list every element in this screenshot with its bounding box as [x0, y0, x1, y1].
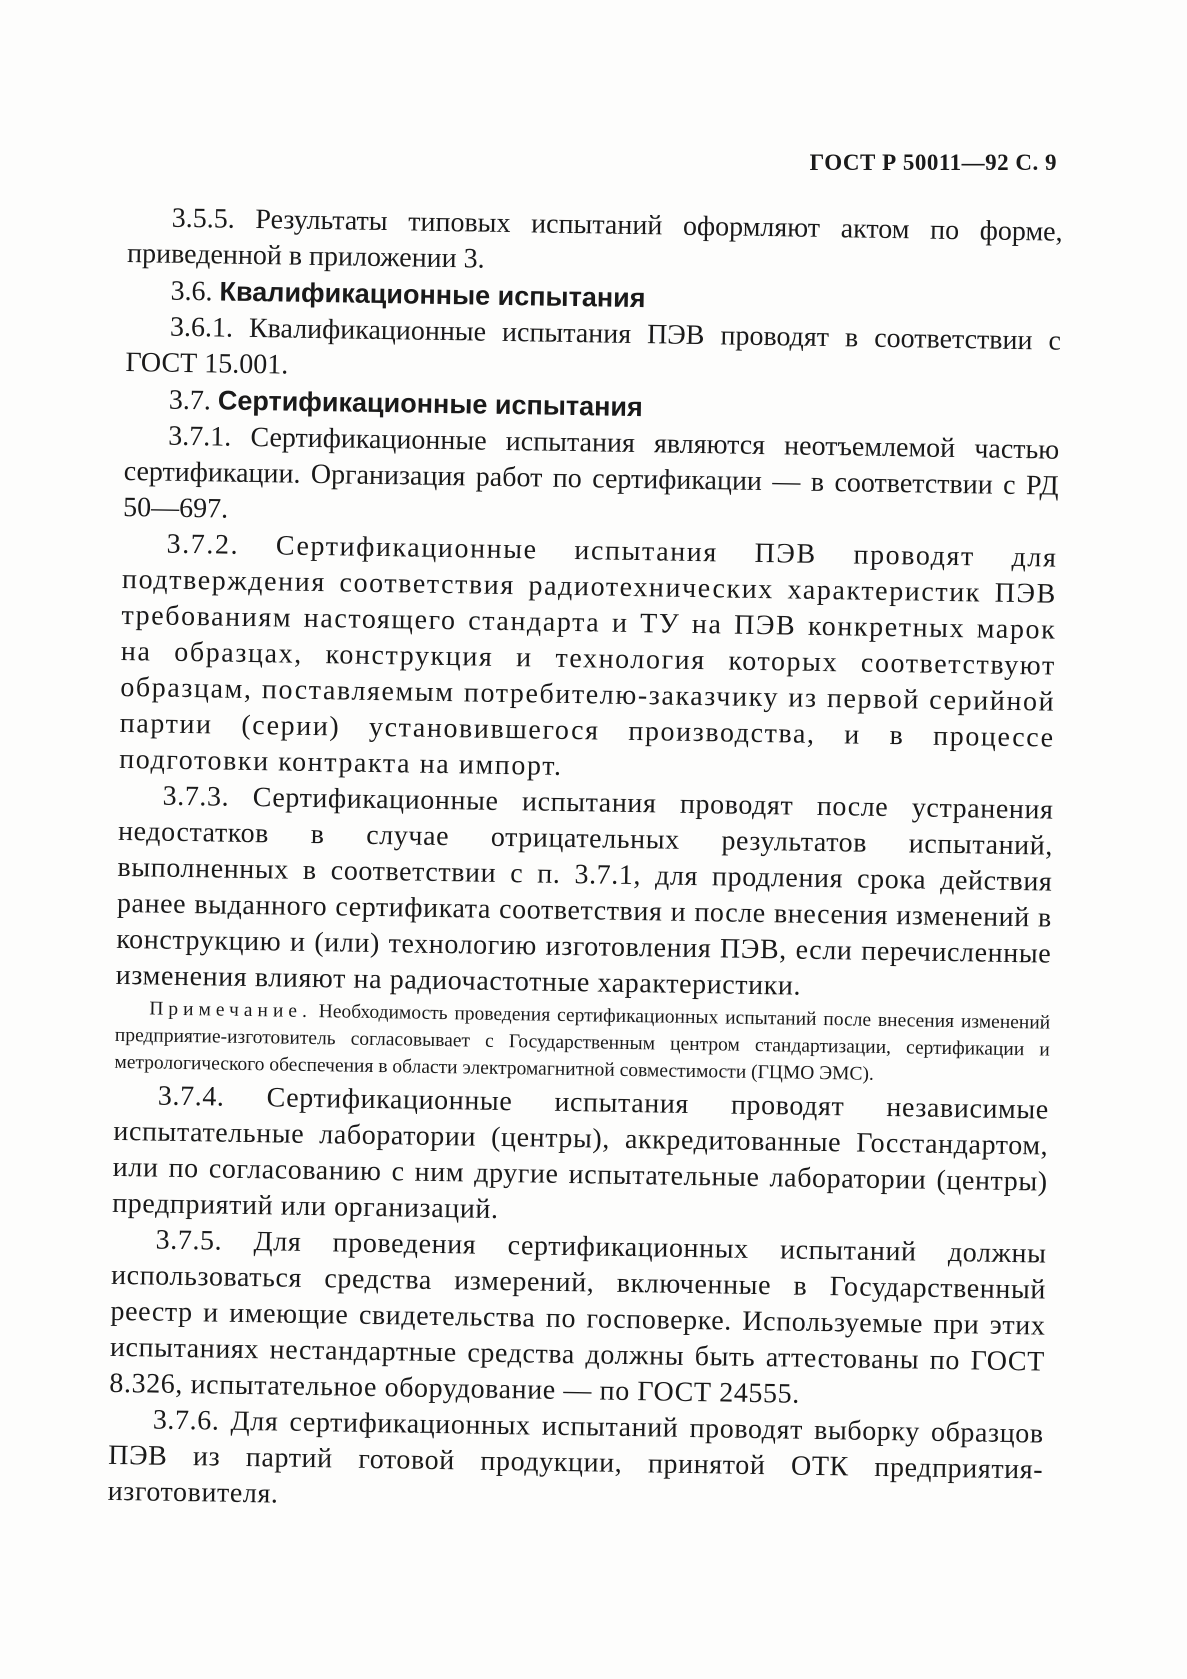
section-title: Сертификационные испытания: [217, 385, 644, 423]
paragraph-3-5-5: 3.5.5. Результаты типовых испытаний оформляют актом по форме, приведенной в приложении 3.: [126, 202, 1063, 275]
paragraph-3-7-3: 3.7.3. Сертификационные испытания проводят после устранения недостатков в случае отрицательных результатов испытаний, выполненных в соответствии с п. 3.7.1, для продления срока действия ранее выданного сертификата соответствия и после внесения изменений в конструкцию и (или) технологию изготовления ПЭВ, если перечисленные изменения влияют на радиочастотные характеристики.: [115, 780, 1054, 1002]
paragraph-3-6-1: 3.6.1. Квалификационные испытания ПЭВ проводят в соответствии с ГОСТ 15.001.: [125, 311, 1062, 381]
section-number: 3.7.: [168, 384, 212, 417]
paragraph-3-7-4: 3.7.4. Сертификационные испытания проводят независимые испытательные лаборатории (центры), аккредитованные Госстандартом, или по согласованию с ним другие испытательные лаборатории (центры) предприятий или организаций.: [111, 1080, 1050, 1225]
section-title: Квалификационные испытания: [219, 276, 646, 314]
note: [114, 995, 1050, 1091]
section-number: 3.6.: [170, 275, 213, 308]
paragraph-3-7-1: 3.7.1. Сертификационные испытания являются неотъемлемой частью сертификации. Организация работ по сертификации — в соответствии с РД 50—697.: [122, 420, 1060, 525]
paragraph-3-7-5: 3.7.5. Для проведения сертификационных испытаний должны использоваться средства измерений, включенные в Государственный реестр и имеющие свидетельства по госповерке. Используемые при этих испытаниях нестандартные средства должны быть аттестованы по ГОСТ 8.326, испытательное оборудование — по ГОСТ 24555.: [109, 1224, 1047, 1410]
document-body: [107, 200, 1062, 1525]
note-text: Необходимость проведения сертификационных испытаний после внесения изменений предприятие-изготовитель согласовывает с Государственным центром стандартизации, сертификации и метрологического обеспечения в области электромагнитной совместимости (ГЦМО ЭМС).: [114, 1001, 1051, 1085]
note-label: Примечание.: [149, 998, 313, 1022]
page-header: ГОСТ Р 50011—92 С. 9: [809, 150, 1057, 175]
paragraph-3-7-2: 3.7.2. Сертификационные испытания ПЭВ проводят для подтверждения соответствия радиотехнических характеристик ПЭВ требованиям настоящего стандарта и ТУ на ПЭВ конкретных марок на образцах, конструкция и технология которых соответствуют образцам, поставляемым потребителю-заказчику из первой серийной партии (серии) установившегося производства, и в процессе подготовки контракта на импорт.: [118, 528, 1058, 782]
paragraph-3-7-6: 3.7.6. Для сертификационных испытаний проводят выборку образцов ПЭВ из партий готовой продукции, принятой ОТК предприятия-изготовителя.: [107, 1404, 1044, 1510]
